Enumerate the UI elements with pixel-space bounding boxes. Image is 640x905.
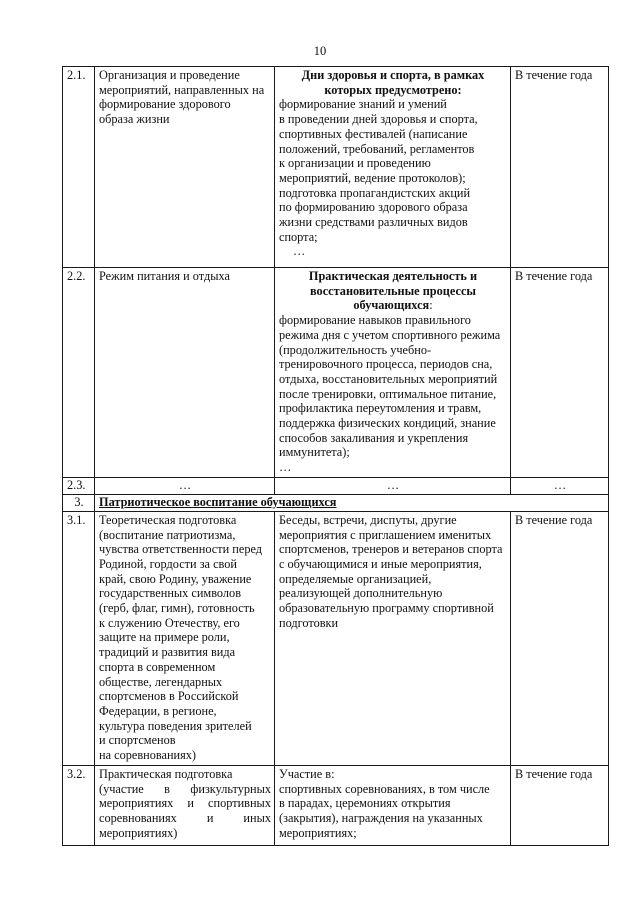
row-number: 2.1. [63,67,95,268]
activity-name-cell: Режим питания и отдыха [95,268,275,478]
table-row [63,67,609,268]
activity-plan-table [62,66,609,846]
table-row [63,765,609,845]
table-row [63,268,609,478]
table-row [63,477,609,494]
activity-content-cell: … [275,477,511,494]
word: мероприятиях [99,796,174,811]
word: (участие [99,781,144,796]
section-number: 3. [63,494,95,511]
section-heading-row [63,494,609,511]
term-cell: … [511,477,609,494]
row-number: 2.3. [63,477,95,494]
word: и [206,810,214,825]
section-title: Патриотическое воспитание обучающихся [95,494,609,511]
term-cell: В течение года [511,268,609,478]
activity-name-cell: Теоретическая подготовка (воспитание патриотизма, чувства ответственности перед Родиной, гордости за свой край, свою Родину, уважение государственных символов (герб, флаг, гимн), готовность к служению Отечеству, его защите на примере роли, традиций и развития вида спорта в современном обществе, легендарных спортсменов в Российской Федерации, в регионе, культура поведения зрителей и спортсменов на соревнованиях) [95,511,275,765]
justified-line [99,811,271,826]
row-number: 3.2. [63,765,95,845]
activity-name-cell: Практическая подготовка (участие в физкультурных мероприятиях и спортивных соревнованиях и иных мероприятиях) [95,765,275,845]
activity-content-cell: Дни здоровья и спорта, в рамках которых предусмотрено: формирование знаний и умений в проведении дней здоровья и спорта, спортивных фестивалей (написание положений, требований, регламентов к организации и проведению мероприятий, ведение протоколов); подготовка пропагандистских акций по формированию здорового образа жизни средствами различных видов спорта; … [275,67,511,268]
activity-name-cell: … [95,477,275,494]
word: и [187,796,194,811]
term-cell: В течение года [511,765,609,845]
term-cell: В течение года [511,67,609,268]
activity-name-cell: Организация и проведение мероприятий, направленных на формирование здорового образа жизни [95,67,275,268]
word: иных [243,810,271,825]
activity-content-cell: Участие в: спортивных соревнованиях, в том числе в парадах, церемониях открытия (закрытия), награждения на указанных мероприятиях; [275,765,511,845]
word: физкультурных [190,781,271,796]
page-number: 10 [313,44,327,58]
activity-content-cell: Практическая деятельность и восстановительные процессы обучающихся: формирование навыков правильного режима дня с учетом спортивного режима (продолжительность учебно- тренировочного процесса, периодов сна, отдыха, восстановительных мероприятий после тренировки, оптимальное питание, профилактика переутомления и травм, поддержка физических кондиций, знание способов закаливания и укрепления иммунитета); … [275,268,511,478]
word: в [164,781,170,796]
justified-line [99,782,271,797]
row-number: 3.1. [63,511,95,765]
row-number: 2.2. [63,268,95,478]
table-row [63,511,609,765]
term-cell: В течение года [511,511,609,765]
justified-line [99,796,271,811]
word: спортивных [208,796,271,811]
activity-content-cell: Беседы, встречи, диспуты, другие мероприятия с приглашением именитых спортсменов, тренеров и ветеранов спорта с обучающимися и иные мероприятия, определяемые организацией, реализующей дополнительную образовательную программу спортивной подготовки [275,511,511,765]
word: соревнованиях [99,810,177,825]
